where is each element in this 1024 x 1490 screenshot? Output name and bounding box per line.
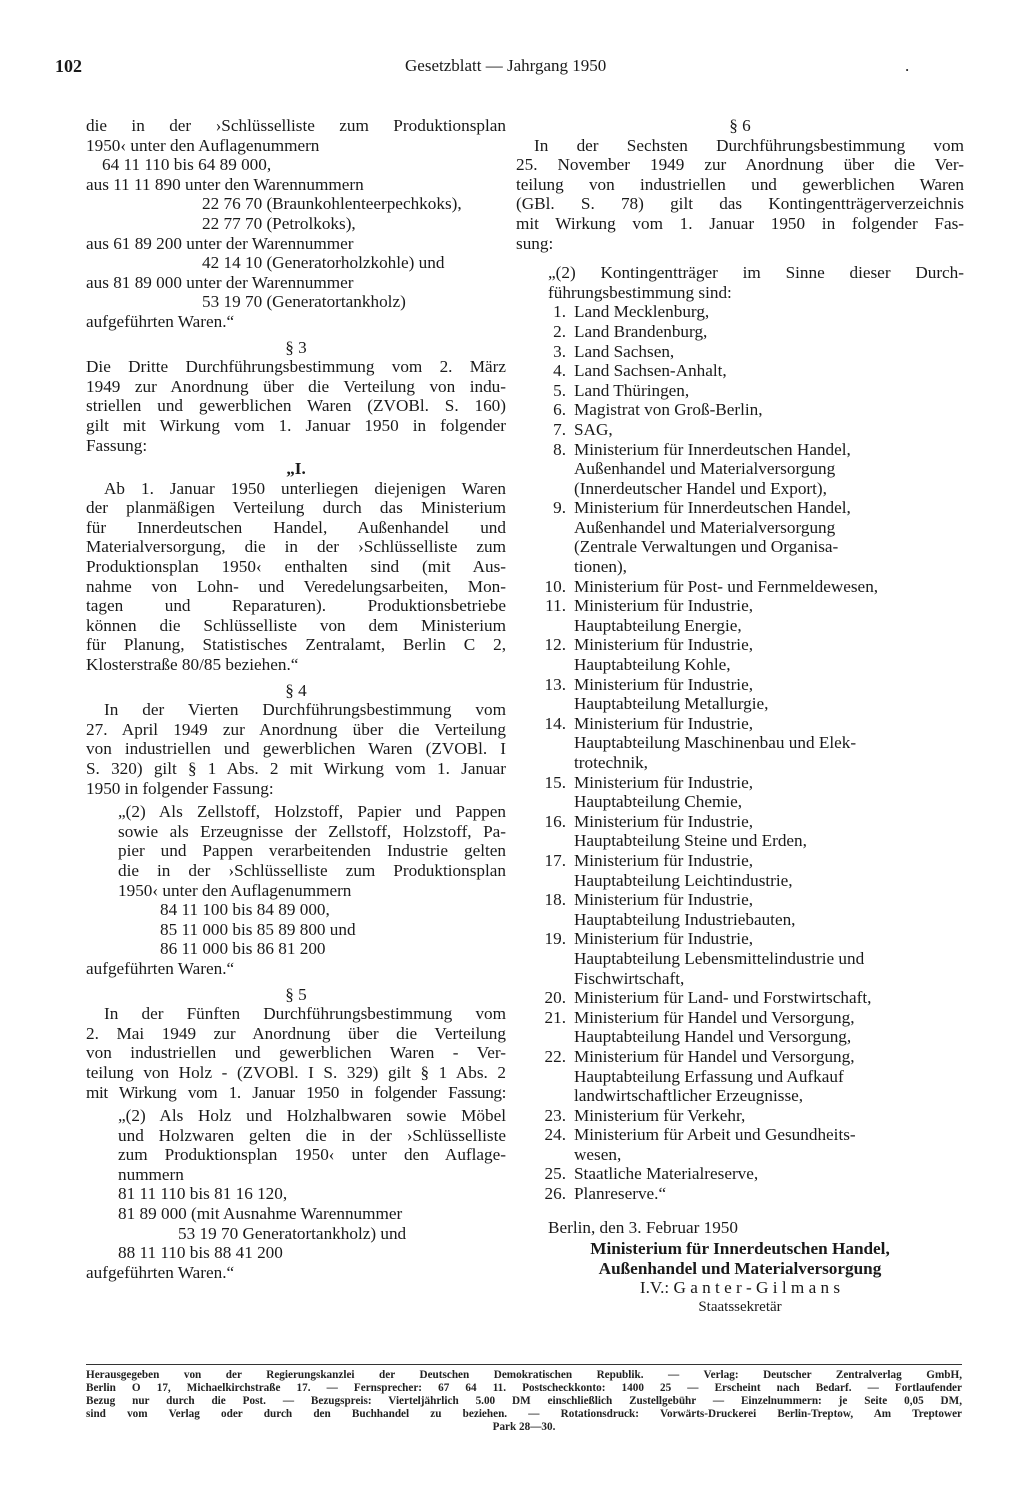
text-line: von industriellen und gewerblichen Waren - Ver- — [86, 1043, 506, 1063]
list-item-continuation: Hauptabteilung Erfassung und Aufkauf — [574, 1066, 844, 1086]
list-item-continuation: Hauptabteilung Lebensmittelindustrie und — [574, 948, 865, 968]
text-line: teilung von industriellen und gewerblichen Waren — [516, 174, 964, 194]
left-column — [86, 116, 506, 1282]
text-line: 1949 zur Anordnung über die Verteilung von indu- — [86, 376, 506, 396]
text-line: 64 11 110 bis 64 89 000, — [102, 155, 272, 175]
list-item-number: 6. — [553, 400, 566, 420]
list-item-number: 5. — [553, 380, 566, 400]
list-item-text: Ministerium für Industrie, — [574, 772, 754, 792]
list-item-text: Ministerium für Industrie, — [574, 635, 754, 655]
text-line: 25. November 1949 zur Anordnung über die Ver- — [516, 155, 964, 175]
list-item-number: 23. — [544, 1105, 566, 1125]
range-line: 88 11 110 bis 88 41 200 — [118, 1243, 283, 1263]
section-3-body — [86, 357, 506, 455]
list-item-continuation: Hauptabteilung Energie, — [574, 615, 742, 635]
running-head-mark: . — [905, 56, 910, 75]
section-heading-6: § 6 — [729, 116, 751, 135]
range-line: 81 89 000 (mit Ausnahme Warennummer — [118, 1204, 403, 1224]
text-line: und Holzwaren gelten die in der ›Schlüsselliste — [118, 1125, 506, 1145]
text-line: aus 11 11 890 unter den Warennummern — [86, 174, 364, 194]
text-line: 22 76 70 (Braunkohlenteerpechkoks), — [202, 194, 462, 214]
list-item-number: 15. — [544, 772, 566, 792]
text-line: „(2) Kontingentträger im Sinne dieser Durch- — [548, 263, 964, 283]
text-line: In der Sechsten Durchführungsbestimmung vom — [534, 135, 964, 155]
text-line: für Innerdeutschen Handel, Außenhandel und — [86, 517, 506, 537]
list-item — [516, 577, 964, 597]
text-line: führungsbestimmung sind: — [548, 282, 732, 302]
text-line: Materialversorgung, die in der ›Schlüsselliste zum — [86, 537, 506, 557]
list-item-text: Ministerium für Industrie, — [574, 674, 754, 694]
list-item-text: Land Sachsen-Anhalt, — [574, 361, 727, 381]
list-item-number: 24. — [544, 1125, 566, 1145]
list-item — [516, 1047, 964, 1067]
imprint-line: Park 28—30. — [492, 1421, 556, 1433]
list-item-text: Ministerium für Innerdeutschen Handel, — [574, 498, 851, 518]
list-item — [516, 988, 964, 1008]
list-item-text: Ministerium für Industrie, — [574, 929, 754, 949]
list-item-continuation: Außenhandel und Materialversorgung — [574, 517, 836, 537]
list-item — [516, 1184, 964, 1204]
list-item — [516, 596, 964, 616]
list-item-number: 26. — [544, 1184, 566, 1204]
list-item-number: 22. — [544, 1046, 566, 1066]
kontingent-list — [516, 302, 964, 1203]
quote-heading: „I. — [286, 459, 306, 479]
list-item-text: Ministerium für Industrie, — [574, 811, 754, 831]
list-item-number: 7. — [553, 419, 566, 439]
text-line: Klosterstraße 80/85 beziehen.“ — [86, 655, 299, 675]
section-5-body — [86, 1004, 506, 1102]
list-item-number: 8. — [553, 439, 566, 459]
range-line: 86 11 000 bis 86 81 200 — [160, 939, 326, 959]
imprint-line: Bezug nur durch die Post. — Bezugspreis: Vierteljährlich 5.00 DM einschließlich Zustellgebühr — Einzelnummern: je Seite 0,05 DM, — [86, 1395, 962, 1407]
list-item-continuation: Außenhandel und Materialversorgung — [574, 459, 836, 479]
text-line: „(2) Als Zellstoff, Holzstoff, Papier und Pappen — [118, 802, 506, 822]
text-line: teilung von Holz - (ZVOBl. I S. 329) gilt § 1 Abs. 2 — [86, 1062, 506, 1082]
right-column — [516, 116, 964, 1318]
list-item — [516, 1008, 964, 1028]
list-item — [516, 361, 964, 381]
text-line: 27. April 1949 zur Anordnung über die Verteilung — [86, 719, 506, 739]
text-line: von industriellen und gewerblichen Waren (ZVOBl. I — [86, 739, 506, 759]
section-4-quote — [86, 802, 506, 959]
list-item-number: 12. — [544, 635, 566, 655]
text-line: nummern — [118, 1164, 184, 1184]
intro-block — [86, 116, 506, 332]
list-item-continuation: (Innerdeutscher Handel und Export), — [574, 478, 827, 498]
list-item — [516, 714, 964, 734]
text-line: aus 61 89 200 unter der Warennummer — [86, 233, 354, 253]
list-item-number: 4. — [553, 361, 566, 381]
list-item-continuation: Hauptabteilung Maschinenbau und Elek- — [574, 733, 857, 753]
list-item-continuation: tionen), — [574, 557, 627, 577]
ministry-line: Ministerium für Innerdeutschen Handel, — [590, 1239, 890, 1259]
section-5-quote — [86, 1106, 506, 1184]
text-line: können die Schlüsselliste von dem Ministerium — [86, 615, 506, 635]
text-line: gilt mit Wirkung vom 1. Januar 1950 in folgender — [86, 415, 506, 435]
list-item-continuation: wesen, — [574, 1144, 622, 1164]
list-item — [516, 929, 964, 949]
list-item-text: Land Brandenburg, — [574, 321, 708, 341]
list-item-text: Ministerium für Verkehr, — [574, 1105, 746, 1125]
list-item-number: 9. — [553, 498, 566, 518]
list-item — [516, 440, 964, 460]
list-item — [516, 381, 964, 401]
text-line: mit Wirkung vom 1. Januar 1950 in folgender Fassung: — [86, 1082, 506, 1102]
imprint-line: Berlin O 17, Michaelkirchstraße 17. — Fernsprecher: 67 64 11. Postscheckkonto: 1400 25 — Erscheint nach Bedarf. — Fortlaufender — [86, 1382, 962, 1394]
list-item — [516, 675, 964, 695]
list-item-continuation: Hauptabteilung Handel und Versorgung, — [574, 1027, 852, 1047]
text-line: aufgeführten Waren.“ — [86, 311, 235, 331]
list-item-text: Ministerium für Handel und Versorgung, — [574, 1007, 855, 1027]
running-head: Gesetzblatt — Jahrgang 1950 — [405, 56, 607, 75]
list-item-number: 18. — [544, 890, 566, 910]
text-line: In der Fünften Durchführungsbestimmung vom — [104, 1004, 506, 1024]
text-line: Die Dritte Durchführungsbestimmung vom 2. März — [86, 357, 506, 377]
list-item — [516, 400, 964, 420]
list-item — [516, 420, 964, 440]
text-line: sung: — [516, 233, 554, 253]
list-item-number: 1. — [553, 302, 566, 322]
text-line: Produktionsplan 1950‹ enthalten sind (mit Aus- — [86, 557, 506, 577]
range-line: 85 11 000 bis 85 89 800 und — [160, 919, 356, 939]
imprint-footer — [86, 1364, 962, 1434]
imprint-line: Herausgegeben von der Regierungskanzlei der Deutschen Demokratischen Republik. — Verlag: Deutscher Zentralverlag GmbH, — [86, 1369, 962, 1381]
list-item-text: Land Mecklenburg, — [574, 302, 710, 322]
list-item-continuation: Hauptabteilung Leichtindustrie, — [574, 870, 793, 890]
text-line: die in der ›Schlüsselliste zum Produktionsplan — [86, 116, 506, 135]
list-item — [516, 1106, 964, 1126]
section-3-quote — [86, 479, 506, 675]
text-line: aufgeführten Waren.“ — [86, 1262, 235, 1282]
list-item — [516, 890, 964, 910]
list-item-continuation: Hauptabteilung Kohle, — [574, 655, 731, 675]
signatory: I.V.: G a n t e r - G i l m a n s — [639, 1278, 841, 1298]
list-item — [516, 635, 964, 655]
text-line: für Planung, Statistisches Zentralamt, Berlin C 2, — [86, 635, 506, 655]
list-item-text: Ministerium für Land- und Forstwirtschaft, — [574, 988, 872, 1008]
list-item-text: Staatliche Materialreserve, — [574, 1164, 759, 1184]
list-item-continuation: landwirtschaftlicher Erzeugnisse, — [574, 1086, 804, 1106]
list-item-text: Ministerium für Post- und Fernmeldewesen, — [574, 576, 879, 596]
page-number: 102 — [55, 56, 82, 76]
section-heading-3: § 3 — [285, 337, 307, 357]
text-line: 22 77 70 (Petrolkoks), — [202, 213, 356, 233]
list-item-number: 25. — [544, 1164, 566, 1184]
list-item-text: Land Sachsen, — [574, 341, 675, 361]
list-item — [516, 1164, 964, 1184]
text-line: mit Wirkung vom 1. Januar 1950 in folgender Fas- — [516, 213, 964, 233]
list-item-continuation: Fischwirtschaft, — [574, 968, 685, 988]
list-item-number: 17. — [544, 850, 566, 870]
text-line: 1950 in folgender Fassung: — [86, 778, 274, 798]
signatory-title: Staatssekretär — [698, 1299, 782, 1316]
section-4-body — [86, 700, 506, 798]
text-line: striellen und gewerblichen Waren (ZVOBl. S. 160) — [86, 396, 506, 416]
list-item-number: 13. — [544, 674, 566, 694]
text-line: 1950‹ unter den Auflagenummern — [86, 135, 320, 155]
list-item-text: SAG, — [574, 419, 613, 439]
list-item-continuation: Hauptabteilung Chemie, — [574, 792, 743, 812]
place-date: Berlin, den 3. Februar 1950 — [548, 1217, 738, 1237]
list-item — [516, 812, 964, 832]
list-item — [516, 851, 964, 871]
text-line: pier und Pappen verarbeitenden Industrie gelten — [118, 841, 506, 861]
section-6-body — [516, 136, 964, 254]
text-line: 2. Mai 1949 zur Anordnung über die Verteilung — [86, 1023, 506, 1043]
list-item-text: Magistrat von Groß-Berlin, — [574, 400, 763, 420]
range-line: 84 11 100 bis 84 89 000, — [160, 900, 330, 920]
list-item-continuation: Hauptabteilung Metallurgie, — [574, 694, 769, 714]
list-item-continuation: Hauptabteilung Steine und Erden, — [574, 831, 807, 851]
list-item — [516, 1125, 964, 1145]
list-item-text: Ministerium für Handel und Versorgung, — [574, 1046, 855, 1066]
section-6-quote-intro — [516, 263, 964, 302]
list-item-text: Land Thüringen, — [574, 380, 690, 400]
list-item-text: Ministerium für Industrie, — [574, 850, 754, 870]
list-item-number: 11. — [545, 596, 566, 616]
list-item-number: 16. — [544, 811, 566, 831]
text-line: sowie als Erzeugnisse der Zellstoff, Holzstoff, Pa- — [118, 821, 506, 841]
range-line: 53 19 70 Generatortankholz) und — [178, 1223, 407, 1243]
text-line: In der Vierten Durchführungsbestimmung vom — [104, 700, 506, 720]
text-line: aufgeführten Waren.“ — [86, 958, 235, 978]
ministry-line: Außenhandel und Materialversorgung — [598, 1258, 882, 1278]
text-line: (GBl. S. 78) gilt das Kontingentträgerverzeichnis — [516, 194, 964, 214]
text-line: S. 320) gilt § 1 Abs. 2 mit Wirkung vom 1. Januar — [86, 759, 506, 778]
list-item — [516, 302, 964, 322]
text-line: die in der ›Schlüsselliste zum Produktionsplan — [118, 860, 506, 880]
list-item-text: Ministerium für Industrie, — [574, 596, 754, 616]
list-item-number: 20. — [544, 988, 566, 1008]
imprint-line: sind vom Verlag oder durch den Buchhandel zu beziehen. — Rotationsdruck: Vorwärts-Druckerei Berlin-Treptow, Am Treptower — [86, 1408, 962, 1420]
list-item-text: Ministerium für Industrie, — [574, 713, 754, 733]
list-item — [516, 322, 964, 342]
list-item-text: Ministerium für Industrie, — [574, 890, 754, 910]
list-item — [516, 773, 964, 793]
list-item-number: 10. — [544, 576, 566, 596]
list-item-number: 21. — [544, 1007, 566, 1027]
text-line: 42 14 10 (Generatorholzkohle) und — [202, 253, 445, 273]
text-line: aus 81 89 000 unter der Warennummer — [86, 272, 354, 292]
text-line: der planmäßigen Verteilung durch das Ministerium — [86, 498, 506, 518]
list-item-text: Ministerium für Innerdeutschen Handel, — [574, 439, 851, 459]
list-item-text: Planreserve.“ — [574, 1184, 667, 1204]
list-item-number: 3. — [553, 341, 566, 361]
text-line: 53 19 70 (Generatortankholz) — [202, 292, 406, 312]
list-item-text: Ministerium für Arbeit und Gesundheits- — [574, 1125, 856, 1145]
list-item-number: 19. — [544, 929, 566, 949]
text-line: tagen und Reparaturen). Produktionsbetriebe — [86, 596, 506, 616]
text-line: zum Produktionsplan 1950‹ unter den Auflage- — [118, 1145, 506, 1165]
list-item-continuation: Hauptabteilung Industriebauten, — [574, 909, 796, 929]
list-item — [516, 498, 964, 518]
range-line: 81 11 110 bis 81 16 120, — [118, 1184, 288, 1204]
list-item-continuation: (Zentrale Verwaltungen und Organisa- — [574, 537, 839, 557]
list-item — [516, 342, 964, 362]
text-line: Ab 1. Januar 1950 unterliegen diejenigen Waren — [104, 478, 506, 498]
text-line: 1950‹ unter den Auflagenummern — [118, 880, 352, 900]
section-heading-4: § 4 — [285, 680, 307, 700]
text-line: nahme von Lohn- und Veredelungsarbeiten, Mon- — [86, 576, 506, 596]
list-item-number: 2. — [553, 321, 566, 341]
list-item-number: 14. — [544, 713, 566, 733]
text-line: „(2) Als Holz und Holzhalbwaren sowie Möbel — [118, 1106, 506, 1126]
text-line: Fassung: — [86, 435, 148, 455]
list-item-continuation: trotechnik, — [574, 753, 648, 772]
section-heading-5: § 5 — [285, 984, 307, 1004]
